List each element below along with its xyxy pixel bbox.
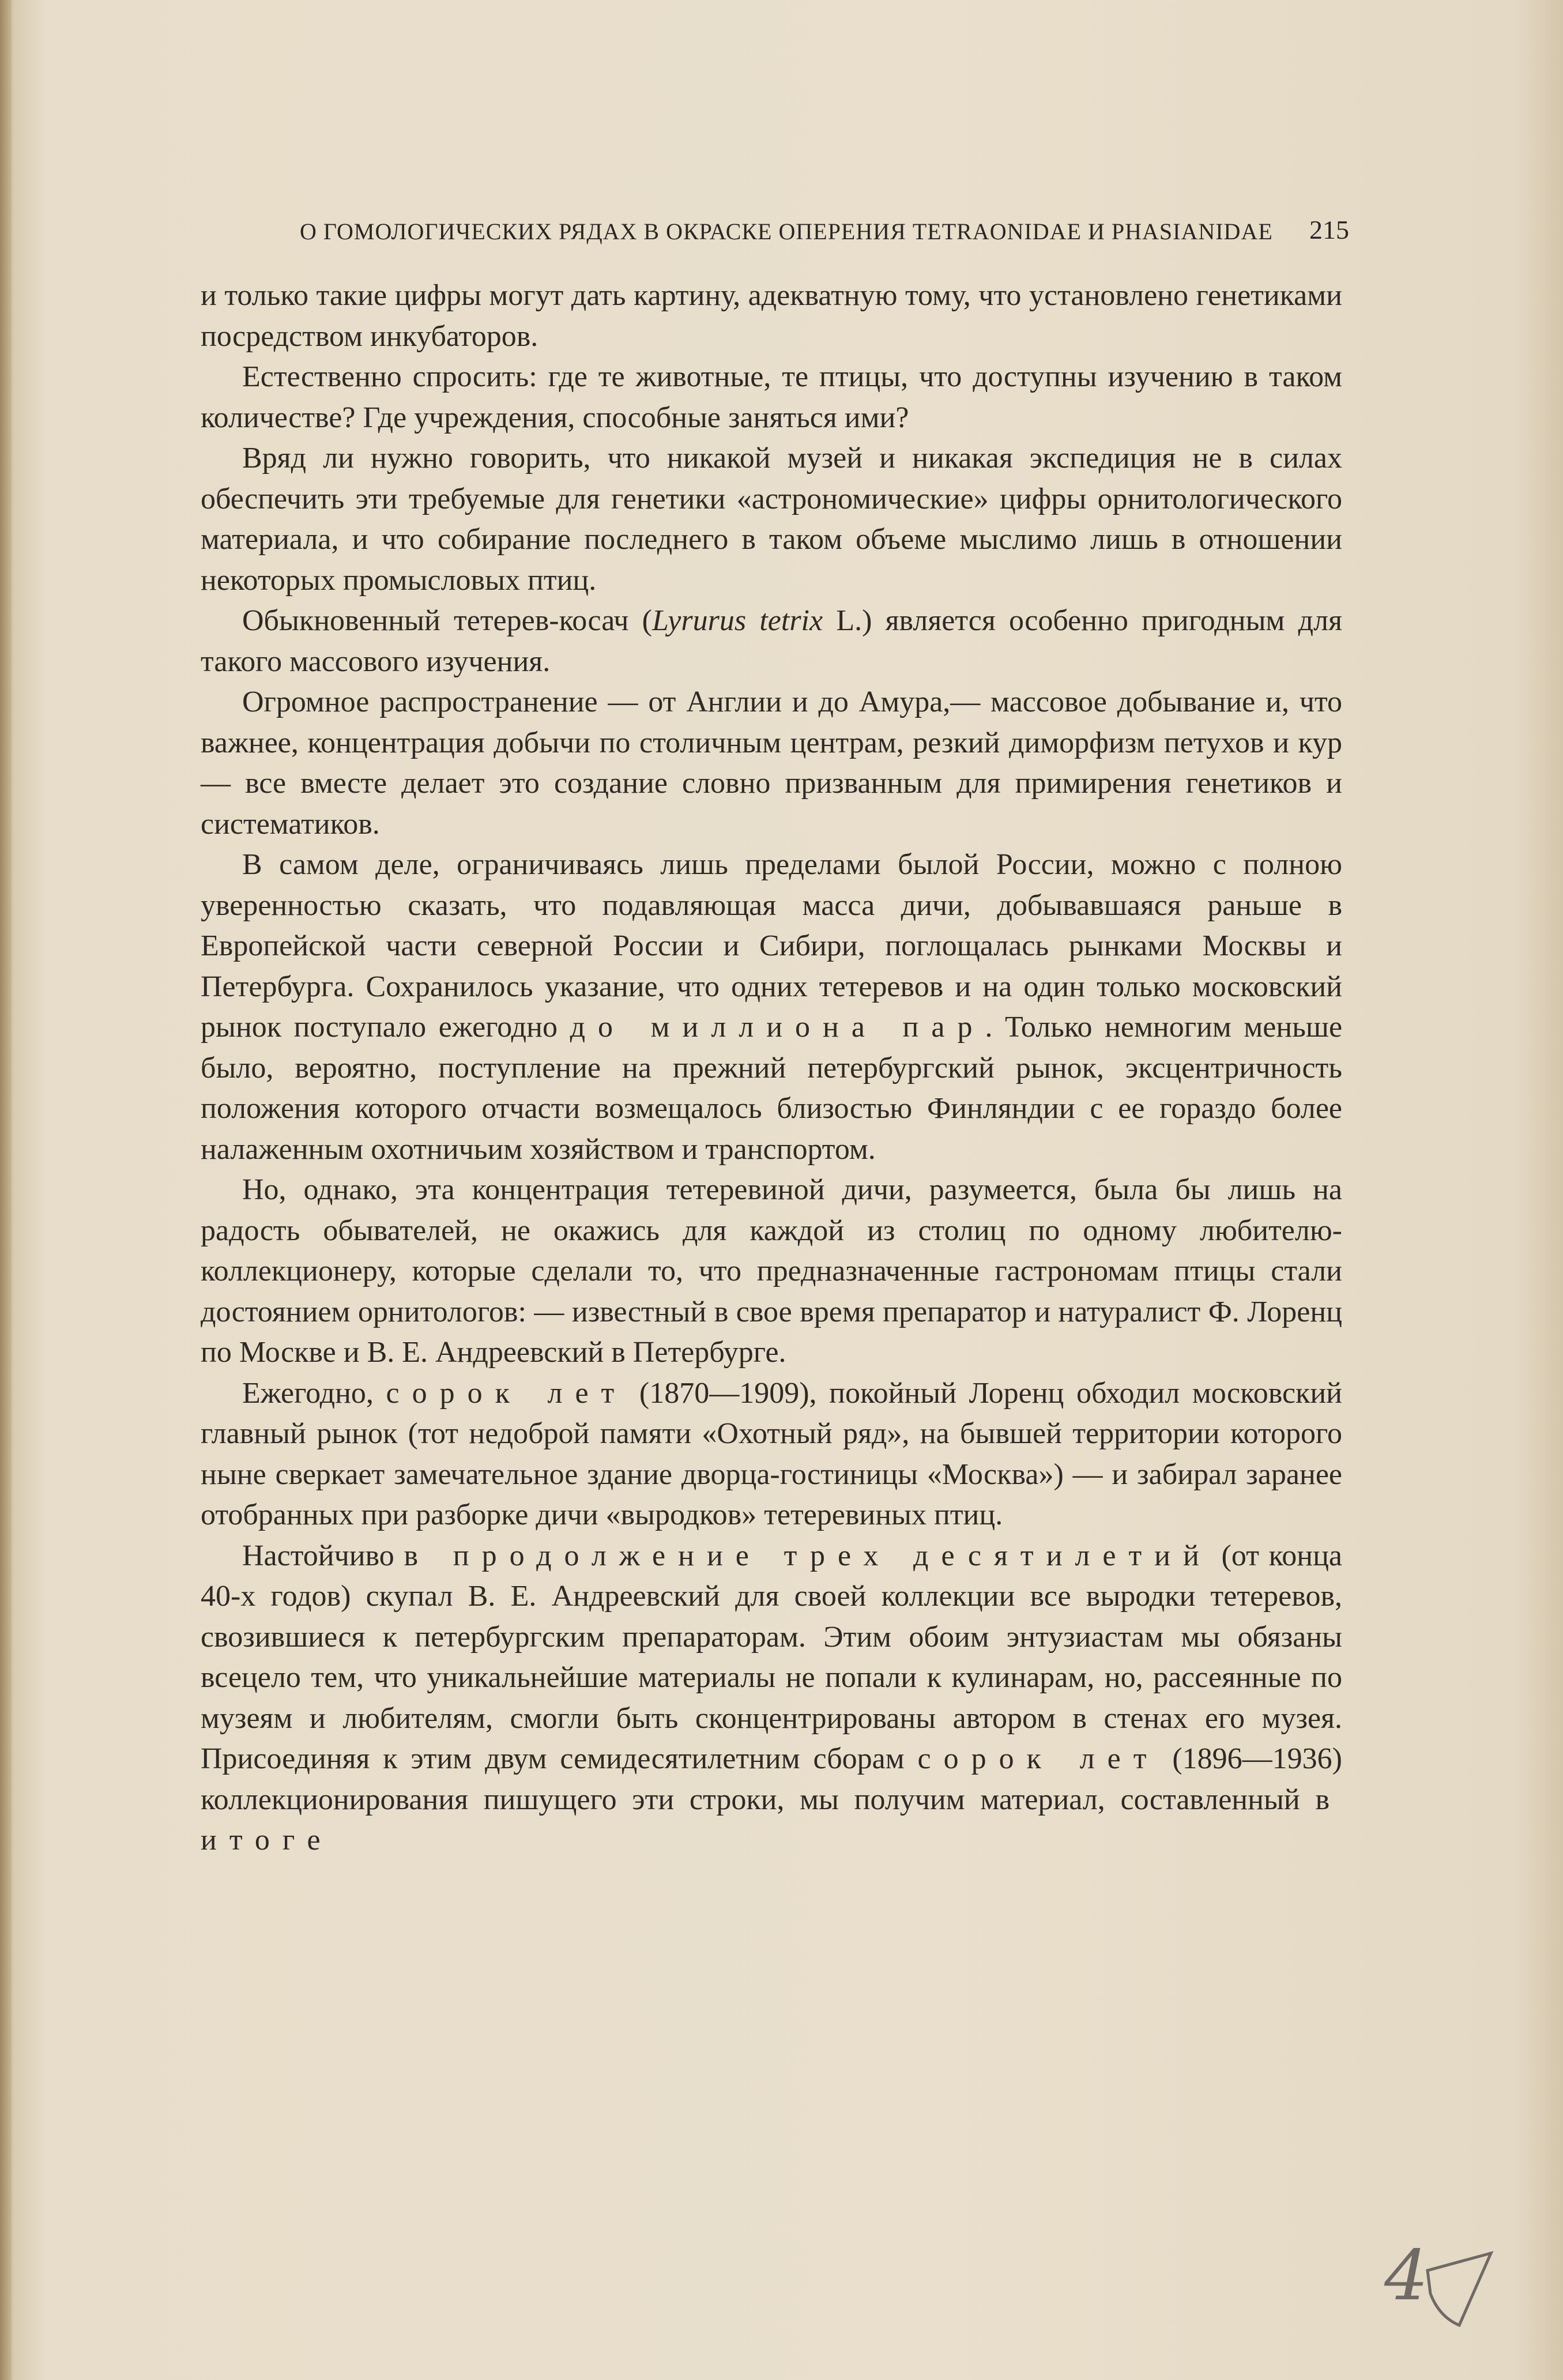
paragraph-text: Обыкновенный тетерев-косач (	[242, 604, 652, 637]
species-name: Lyrurus tetrix	[651, 604, 823, 637]
paragraph	[201, 438, 1342, 601]
emphasis-spaced: сорок лет	[386, 1376, 627, 1410]
emphasis-spaced: до миллиона пар	[570, 1011, 985, 1044]
paragraph-text: (1870—1909), покойный Лоренц обходил московский главный рынок (тот недоброй памяти «Охотный ряд», на бывшей территории которого ныне сверкает замечательное здание дворца-гостиницы «Москва») — и забирал заранее отобранных при разборке дичи «выродков» тетеревиных птиц.	[201, 1376, 1342, 1531]
running-head: О ГОМОЛОГИЧЕСКИХ РЯДАХ В ОКРАСКЕ ОПЕРЕНИЯ TETRAONIDAE И PHASIANIDAE	[300, 219, 1273, 244]
paragraph-text: Вряд ли нужно говорить, что никакой музей и никакая экспедиция не в силах обеспечить эти требуемые для генетики «астрономические» цифры орнитологического материала, и что собирание последнего в таком объеме мыслимо лишь в отношении некоторых промысловых птиц.	[201, 442, 1342, 597]
paragraph	[201, 276, 1342, 357]
article-body	[201, 276, 1342, 1861]
paragraph	[201, 1373, 1342, 1536]
paragraph-text: В самом деле, ограничиваясь лишь пределами былой России, можно с полною уверенностью сказать, что подавляющая масса дичи, добывавшаяся раньше в Европейской части северной России и Сибири, поглощалась рынками Москвы и Петербурга. Сохранилось указание, что одних тетеревов и на один только московский рынок поступало ежегодно	[201, 848, 1342, 1044]
emphasis-spaced: сорок лет	[917, 1742, 1159, 1775]
paragraph-text: (от конца 40-х годов) скупал В. Е. Андреевский для своей коллекции все выродки тетеревов, свозившиеся к петербургским препараторам. Этим обоим энтузиастам мы обязаны всецело тем, что уникальнейшие материалы не попали к кулинарам, но, рассеянные по музеям и любителям, смогли быть сконцентрированы автором в стенах его музея. Присоединяя к этим двум семидесятилетним сборам	[201, 1539, 1342, 1775]
emphasis-spaced: в итоге	[201, 1783, 1342, 1856]
paragraph	[201, 682, 1342, 845]
pencil-mark	[1428, 2253, 1491, 2325]
paragraph-text: Ежегодно,	[242, 1376, 386, 1410]
paragraph	[201, 601, 1342, 682]
emphasis-spaced: в продолжение трех десятилетий	[404, 1539, 1212, 1572]
paragraph-text: Огромное распространение — от Англии и до Амура,— массовое добывание и, что важнее, концентрация добычи по столичным центрам, резкий диморфизм петухов и кур — все вместе делает это создание словно призванным для примирения генетиков и систематиков.	[201, 686, 1342, 841]
page-number: 215	[1309, 215, 1349, 244]
binding-edge	[0, 0, 12, 2380]
paragraph-text: Естественно спросить: где те животные, те птицы, что доступны изучению в таком количестве? Где учреждения, способные заняться ими?	[201, 360, 1342, 434]
paragraph-text: L.) является особенно пригодным для такого массового изучения.	[201, 604, 1342, 678]
paragraph-text: и только такие цифры могут дать картину, адекватную тому, что установлено генетиками посредством инкубаторов.	[201, 279, 1342, 353]
paragraph	[201, 1536, 1342, 1861]
paragraph	[201, 357, 1342, 438]
paragraph	[201, 1170, 1342, 1373]
handwritten-page-mark	[1373, 2230, 1505, 2334]
paragraph-text: Но, однако, эта концентрация тетеревиной дичи, разумеется, была бы лишь на радость обывателей, не окажись для каждой из столиц по одному любителю-коллекционеру, которые сделали то, что предназначенные гастрономам птицы стали достоянием орнитологов: — известный в свое время препаратор и натуралист Ф. Лоренц по Москве и В. Е. Андреевский в Петербурге.	[201, 1173, 1342, 1369]
paragraph-text: Настойчиво	[242, 1539, 404, 1572]
paragraph-text: . Только немногим меньше было, вероятно, поступление на прежний петербургский рынок, эксцентричность положения которого отчасти возмещалось близостью Финляндии с ее гораздо более налаженным охотничьим хозяйством и транспортом.	[201, 1011, 1343, 1166]
paragraph-text: (1896—1936) коллекционирования пишущего эти строки, мы получим материал, составленный	[201, 1742, 1342, 1816]
paragraph	[201, 845, 1342, 1170]
handwritten-number: 4	[1384, 2236, 1429, 2316]
